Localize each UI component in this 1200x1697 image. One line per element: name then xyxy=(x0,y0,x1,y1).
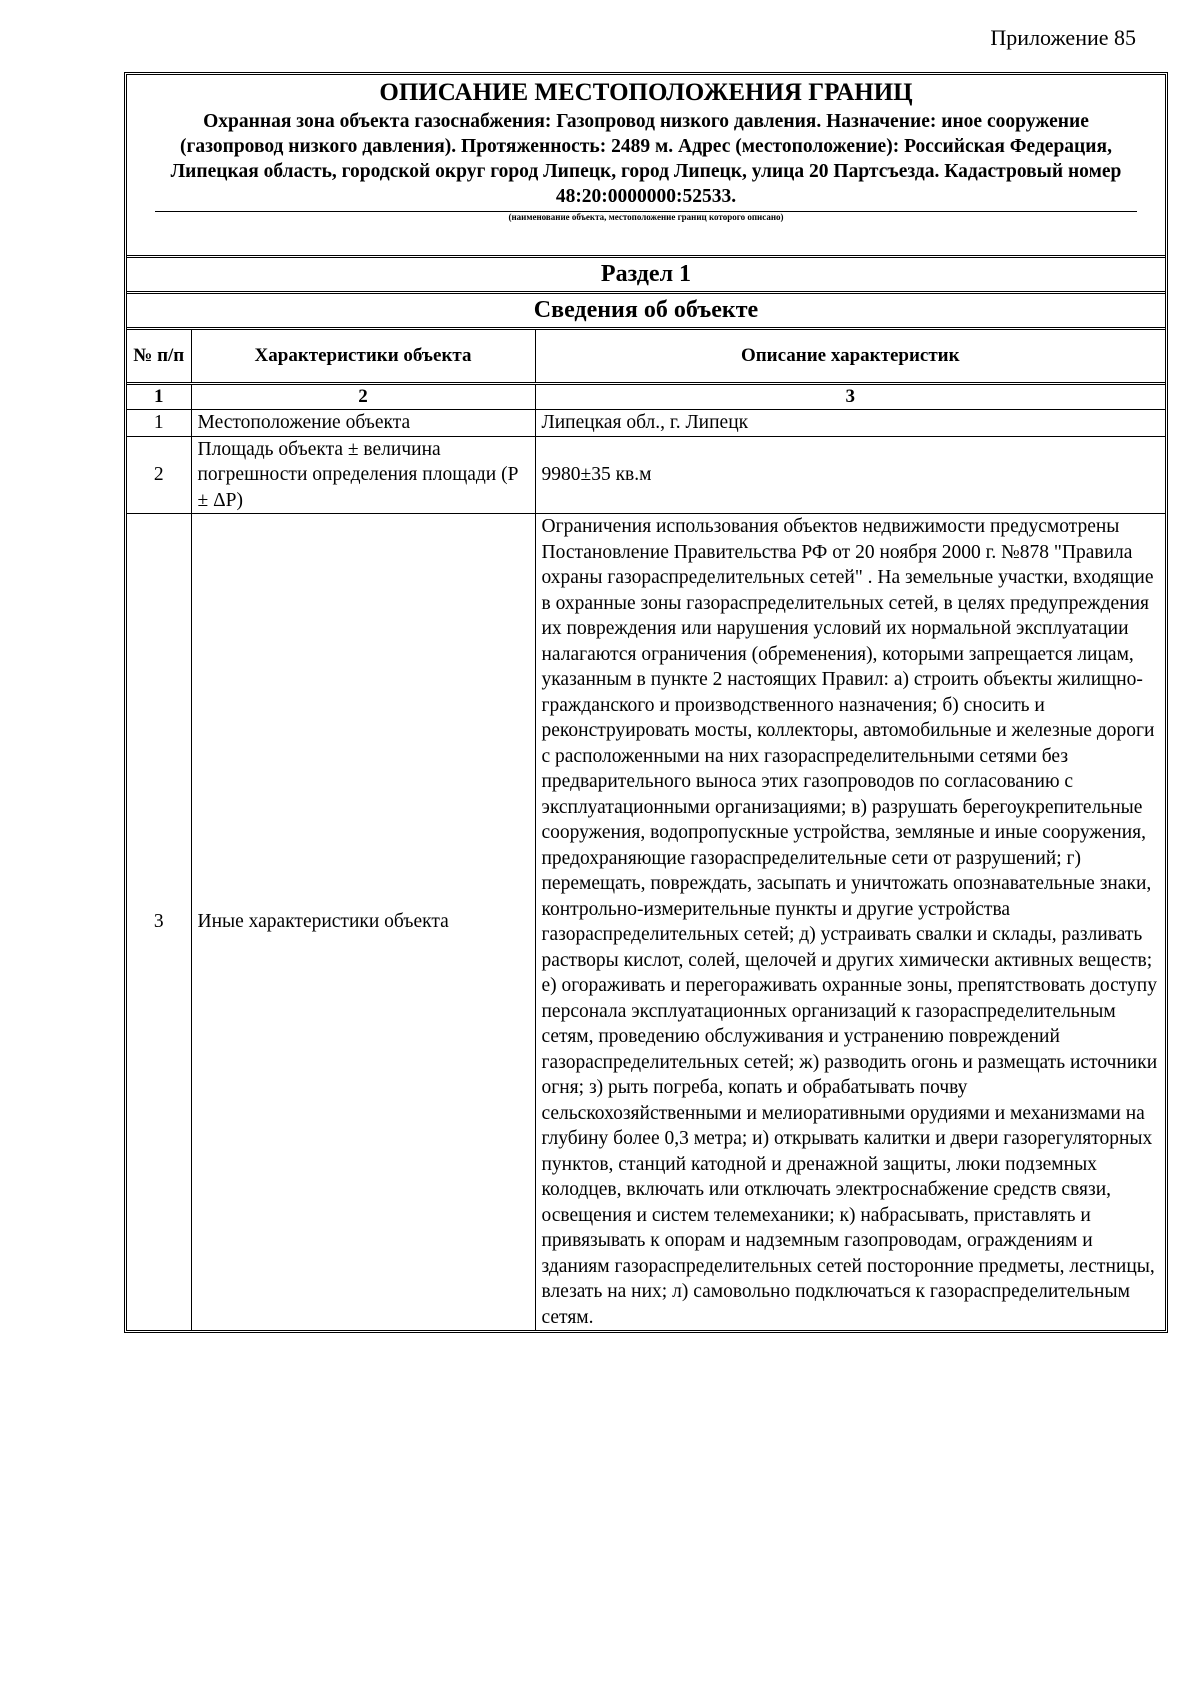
header-spacer xyxy=(139,223,1153,249)
header-description: Описание характеристик xyxy=(535,330,1165,384)
row-description: 9980±35 кв.м xyxy=(535,436,1165,514)
document-header xyxy=(127,75,1165,258)
document-frame xyxy=(124,72,1168,1333)
row-description: Ограничения использования объектов недвижимости предусмотрены Постановление Правительства РФ от 20 ноября 2000 г. №878 "Правила охраны газораспределительных сетей" . На земельные участки, входящие в охранные зоны газораспределительных сетей, в целях предупреждения их повреждения или нарушения условий их нормальной эксплуатации налагаются ограничения (обременения), которыми запрещается лицам, указанным в пункте 2 настоящих Правил: а) строить объекты жилищно-гражданского и производственного назначения; б) сносить и реконструировать мосты, коллекторы, автомобильные и железные дороги с расположенными на них газораспределительными сетями без предварительного выноса этих газопроводов по согласованию с эксплуатационными организациями; в) разрушать берегоукрепительные сооружения, водопропускные устройства, земляные и иные сооружения, предохраняющие газораспределительные сети от разрушений; г) перемещать, повреждать, засыпать и уничтожать опознавательные знаки, контрольно-измерительные пункты и другие устройства газораспределительных сетей; д) устраивать свалки и склады, разливать растворы кислот, солей, щелочей и других химически активных веществ; е) огораживать и перегораживать охранные зоны, препятствовать доступу персонала эксплуатационных организаций к газораспределительным сетям, проведению обслуживания и устранению повреждений газораспределительных сетей; ж) разводить огонь и размещать источники огня; з) рыть погреба, копать и обрабатывать почву сельскохозяйственными и мелиоративными орудиями и механизмами на глубину более 0,3 метра; и) открывать калитки и двери газорегуляторных пунктов, станций катодной и дренажной защиты, люки подземных колодцев, включать или отключать электроснабжение средств связи, освещения и систем телемеханики; к) набрасывать, приставлять и привязывать к опорам и надземным газопроводам, ограждениям и зданиям газораспределительных сетей посторонние предметы, лестницы, влезать на них; л) самовольно подключаться к газораспределительным сетям. xyxy=(535,514,1165,1331)
object-description: Охранная зона объекта газоснабжения: Газопровод низкого давления. Назначение: иное сооружение (газопровод низкого давления). Протяженность: 2489 м. Адрес (местоположение): Российская Федерация, Липецкая область, городской округ город Липецк, город Липецк, улица 20 Партсъезда. Кадастровый номер 48:20:0000000:52533. xyxy=(155,109,1137,212)
column-number-row xyxy=(127,384,1165,410)
appendix-label: Приложение 85 xyxy=(990,25,1136,50)
column-number: 1 xyxy=(127,384,191,410)
row-number: 1 xyxy=(127,410,191,437)
row-number: 2 xyxy=(127,436,191,514)
column-number: 3 xyxy=(535,384,1165,410)
table-header-row xyxy=(127,330,1165,384)
row-characteristic: Местоположение объекта xyxy=(191,410,535,437)
header-characteristic: Характеристики объекта xyxy=(191,330,535,384)
section-title: Раздел 1 xyxy=(127,258,1165,294)
header-number: № п/п xyxy=(127,330,191,384)
table-row xyxy=(127,514,1165,1331)
row-characteristic: Иные характеристики объекта xyxy=(191,514,535,1331)
table-row xyxy=(127,410,1165,437)
document-title: ОПИСАНИЕ МЕСТОПОЛОЖЕНИЯ ГРАНИЦ xyxy=(379,79,913,106)
column-number: 2 xyxy=(191,384,535,410)
table-row xyxy=(127,436,1165,514)
row-characteristic: Площадь объекта ± величина погрешности определения площади (P ± ΔP) xyxy=(191,436,535,514)
row-description: Липецкая обл., г. Липецк xyxy=(535,410,1165,437)
row-number: 3 xyxy=(127,514,191,1331)
section-subtitle: Сведения об объекте xyxy=(127,294,1165,330)
caption-note: (наименование объекта, местоположение границ которого описано) xyxy=(508,212,784,222)
object-info-table xyxy=(127,330,1165,1330)
